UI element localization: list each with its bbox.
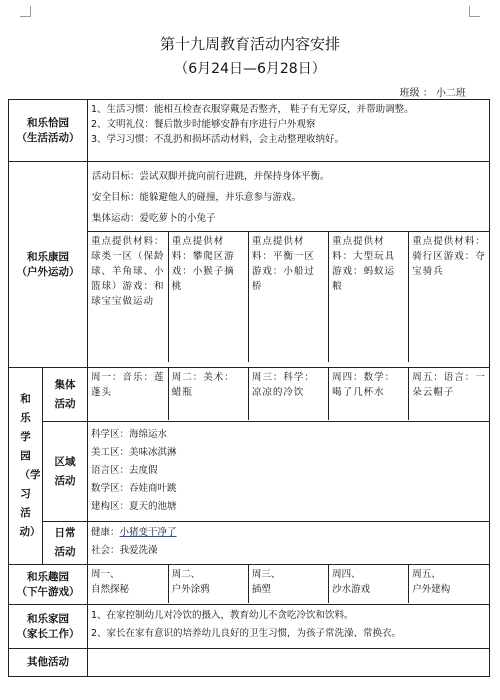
collective-day-text: 周四：数学：喝了几杯水 [332,372,396,398]
daily-social-line: 社会：我爱洗澡 [91,545,158,556]
outdoor-area-text: 重点提供材料：平衡一区游戏：小船过桥 [251,236,315,292]
collective-day-cell [88,368,168,420]
outdoor-goal: 集体运动：爱吃萝卜的小兔子 [92,213,216,224]
afternoon-day: 周二、 [171,569,201,580]
regional-item: 数学区：吞娃商叶跳 [91,483,177,494]
afternoon-activity: 沙水游戏 [332,584,371,595]
afternoon-day-cell [168,565,248,603]
regional-item: 科学区：海绵运水 [91,429,168,440]
date-range: （6月24日—6月28日） [174,61,326,77]
outdoor-activity-header [9,162,88,368]
afternoon-activity-row [9,565,490,605]
home-item: 1、在家控制幼儿对冷饮的摄入，教育幼儿不贪吃冷饮和饮料。 [91,610,354,621]
regional-activity-label: 区域活动 [54,455,76,487]
life-activity-header [9,100,88,162]
daily-health-line [91,524,486,542]
document-title: 第十九周教育活动内容安排 [159,35,340,53]
daily-activity-content [88,522,490,565]
learning-activity-name: 和乐学园（学习活动） [19,393,41,538]
afternoon-day-cell [409,565,489,603]
collective-activity-label: 集体活动 [54,378,76,410]
afternoon-activity-name: 和乐趣园 [27,570,69,583]
afternoon-activity: 户外涂鸦 [171,584,210,595]
regional-activity-label-cell [43,422,88,522]
home-activity-row [9,605,490,649]
collective-activity-content [88,368,490,422]
daily-health-text: 小猪变干净了 [119,527,177,538]
life-item: 1、生活习惯：能相互检查衣服穿戴是否整齐， 鞋子有无穿反，并帮助调整。 [91,104,414,115]
regional-item: 建构区：夏天的池塘 [91,501,177,512]
outdoor-goal: 活动目标：尝试双脚并拢向前行进跳，并保持身体平衡。 [92,171,330,182]
daily-activity-label-cell [43,522,88,565]
home-activity-sub: （家长工作） [16,627,80,640]
outdoor-area-text: 重点提供材料：骑行区游戏：夺宝骑兵 [412,236,486,277]
afternoon-day-cell [88,565,168,603]
afternoon-activity: 户外建构 [412,584,451,595]
learning-activity-header [9,368,43,565]
learning-regional-row [9,422,490,522]
life-item: 3、学习习惯：不乱扔和损坏活动材料，会主动整理收纳好。 [91,134,345,145]
collective-day-text: 周五：语言：一朵云帽子 [412,372,486,398]
outdoor-activity-name: 和乐康园 [27,250,69,263]
home-activity-header [9,605,88,649]
outdoor-area-cell [248,232,328,362]
other-activity-row [9,649,490,677]
life-activity-sub: （生活活动） [16,131,80,144]
outdoor-area-cell [409,232,489,362]
other-activity-content [88,649,490,677]
collective-day-cell [168,368,248,420]
outdoor-area-text: 重点提供材料：球类一区（保龄球、羊角球、小篮球）游戏：和球宝宝做运动 [91,236,165,307]
afternoon-day: 周四、 [332,569,361,580]
life-activity-name: 和乐恰园 [27,116,69,129]
outdoor-activity-sub: （户外运动） [16,265,80,278]
afternoon-day-cell [248,565,328,603]
outdoor-activity-content [88,162,490,368]
page-corner-mark-top-left [20,6,31,17]
regional-item: 语言区：去度假 [91,465,158,476]
other-activity-header [9,649,88,677]
afternoon-day: 周五、 [412,569,441,580]
home-item: 2、家长在家有意识的培养幼儿良好的卫生习惯，为孩子常洗澡、常换衣。 [91,628,402,639]
outdoor-area-cell [88,232,168,362]
afternoon-day: 周一、 [91,569,120,580]
afternoon-day-cell [329,565,409,603]
outdoor-goal: 安全目标：能躲避他人的碰撞，并乐意参与游戏。 [92,192,302,203]
outdoor-area-cell [329,232,409,362]
daily-activity-label: 日常活动 [54,527,76,558]
collective-day-text: 周二：美术：蜡瓶 [171,372,235,398]
home-activity-name: 和乐家园 [27,612,69,625]
collective-day-cell [248,368,328,420]
afternoon-activity: 插塑 [251,584,271,595]
other-activity-name: 其他活动 [27,656,69,668]
collective-activity-label-cell [43,368,88,422]
afternoon-activity-content [88,565,490,605]
life-activity-content [88,100,490,162]
learning-daily-row [9,522,490,565]
regional-item: 美工区：美味冰淇淋 [91,447,177,458]
afternoon-day: 周三、 [251,569,281,580]
outdoor-area-text: 重点提供材料：攀爬区游戏：小猴子摘桃 [171,236,235,292]
life-activity-row [9,100,490,162]
life-item: 2、文明礼仪：餐后散步时能够安静有序进行户外观察 [91,119,316,130]
page-corner-mark-top-right [469,6,480,17]
outdoor-area-cell [168,232,248,362]
outdoor-areas-table [88,231,489,362]
class-label: 班级 ： 小二班 [399,88,466,99]
collective-day-cell [329,368,409,420]
outdoor-area-text: 重点提供材料：大型玩具游戏：蚂蚁运粮 [332,236,396,292]
schedule-table [8,99,490,677]
afternoon-activity-sub: （下午游戏） [16,585,80,598]
outdoor-activity-row [9,162,490,368]
learning-collective-row [9,368,490,422]
daily-health-prefix: 健康： [91,527,120,538]
afternoon-activity-header [9,565,88,605]
afternoon-days-table [88,565,489,603]
regional-activity-content [88,422,490,522]
home-activity-content [88,605,490,649]
collective-day-text: 周三：科学：凉凉的冷饮 [251,372,315,398]
afternoon-activity: 自然探秘 [91,584,130,595]
collective-days-table [88,368,489,420]
collective-day-cell [409,368,489,420]
collective-day-text: 周一：音乐：莲蓬头 [91,372,165,398]
